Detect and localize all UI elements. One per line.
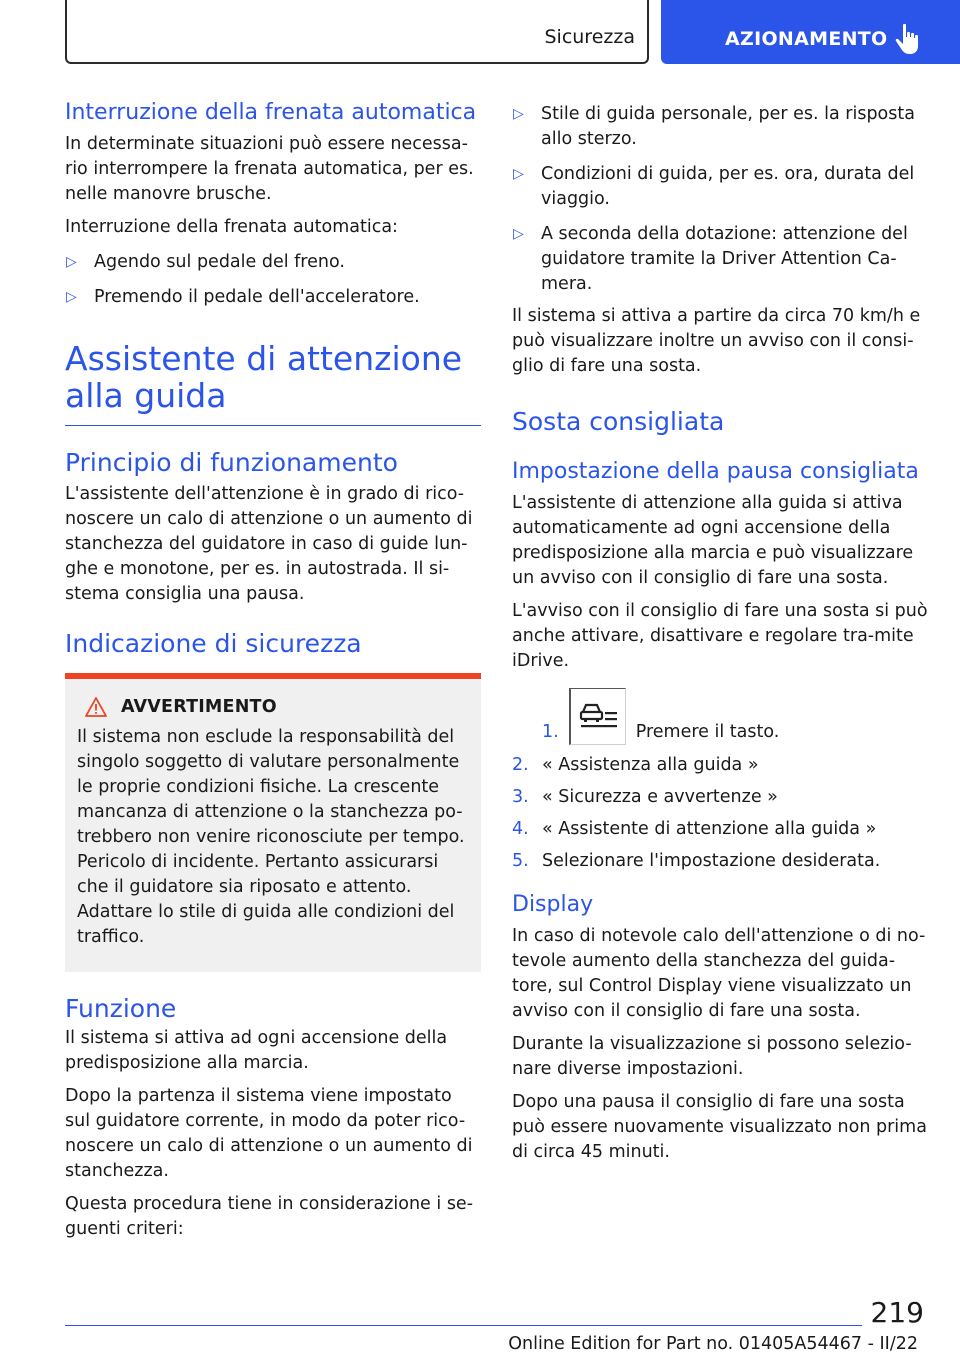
list-item: 4. « Assistente di attenzione alla guida »: [512, 819, 877, 839]
section-title: Sicurezza: [544, 26, 635, 48]
page-number: 219: [870, 1296, 924, 1329]
paragraph: In caso di notevole calo dell'attenzione o di no-tevole aumento della stanchezza del guida-tore, sul Control Display viene visualizzato un avviso con il consiglio di fare una sosta.: [512, 926, 926, 1021]
list-item: ▷ Agendo sul pedale del freno.: [65, 250, 481, 275]
warning-text: Il sistema non esclude la responsabilità del singolo soggetto di valutare personalmente le proprie condizioni fisiche. La crescente mancanza di attenzione o la stanchezza po-trebbero non venire riconosciute per tempo. Pericolo di incidente. Pertanto assicurarsi che il guidatore sia riposato e attento. Adattare lo stile di guida alle condizioni del traffico.: [77, 727, 465, 947]
heading-sosta: Sosta consigliata: [512, 407, 725, 436]
list-item: ▷ Stile di guida personale, per es. la risposta allo sterzo.: [513, 104, 915, 149]
triangle-bullet-icon: ▷: [513, 166, 524, 182]
paragraph: In determinate situazioni può essere necessa-rio interrompere la frenata automatica, per es. nelle manovre brusche.: [65, 134, 474, 204]
paragraph: L'avviso con il consiglio di fare una sosta si può anche attivare, disattivare e regolare tra-mite iDrive.: [512, 601, 928, 671]
heading-indicazione: Indicazione di sicurezza: [65, 629, 362, 658]
chapter-title: AZIONAMENTO: [725, 28, 888, 50]
triangle-bullet-icon: ▷: [513, 226, 524, 242]
warning-title: AVVERTIMENTO: [121, 697, 277, 717]
paragraph: Il sistema si attiva ad ogni accensione della predisposizione alla marcia.: [65, 1028, 448, 1073]
triangle-bullet-icon: ▷: [66, 289, 77, 305]
header-chapter-tab: [661, 0, 960, 64]
driver-assist-button-image: [569, 688, 626, 745]
heading-display: Display: [512, 892, 594, 917]
list-item: 2. « Assistenza alla guida »: [512, 755, 759, 775]
list-item: ▷ A seconda della dotazione: attenzione del guidatore tramite la Driver Attention Ca-mera.: [513, 224, 908, 294]
paragraph: Dopo una pausa il consiglio di fare una sosta può essere nuovamente visualizzato non prima di circa 45 minuti.: [512, 1092, 927, 1162]
footer-divider: [65, 1325, 862, 1326]
list-item: ▷ Condizioni di guida, per es. ora, durata del viaggio.: [513, 164, 915, 209]
footer-edition: Online Edition for Part no. 01405A54467 - II/22: [508, 1334, 918, 1354]
paragraph: Dopo la partenza il sistema viene impostato sul guidatore corrente, in modo da poter rico-noscere un calo di attenzione o un aumento di stanchezza.: [65, 1086, 473, 1181]
triangle-bullet-icon: ▷: [66, 254, 77, 270]
triangle-bullet-icon: ▷: [513, 106, 524, 122]
warning-box: [65, 673, 481, 972]
list-item: 1. Premere il tasto.: [512, 688, 928, 745]
heading-funzione: Funzione: [65, 994, 177, 1023]
hand-pointer-icon: [894, 22, 926, 56]
paragraph: Interruzione della frenata automatica:: [65, 217, 398, 237]
paragraph: Durante la visualizzazione si possono selezio-nare diverse impostazioni.: [512, 1034, 912, 1079]
warning-triangle-icon: [85, 697, 107, 717]
heading-interruzione: Interruzione della frenata automatica: [65, 100, 477, 125]
paragraph: Il sistema si attiva a partire da circa 70 km/h e può visualizzare inoltre un avviso con il consi-glio di fare una sosta.: [512, 306, 921, 376]
list-item: 5. Selezionare l'impostazione desiderata.: [512, 851, 881, 871]
paragraph: L'assistente dell'attenzione è in grado di rico-noscere un calo di attenzione o un aumento di stanchezza del guidatore in caso di guide lun-ghe e monotone, per es. in autostrada. Il si-stema consiglia una pausa.: [65, 484, 473, 604]
heading-principio: Principio di funzionamento: [65, 448, 398, 477]
paragraph: L'assistente di attenzione alla guida si attiva automaticamente ad ogni accensione della predisposizione alla marcia e può visualizzare un avviso con il consiglio di fare una sosta.: [512, 493, 914, 588]
driver-assist-icon: [579, 698, 619, 734]
list-item: 3. « Sicurezza e avvertenze »: [512, 787, 778, 807]
heading-impostazione: Impostazione della pausa consigliata: [512, 459, 919, 484]
paragraph: Questa procedura tiene in considerazione i se-guenti criteri:: [65, 1194, 474, 1239]
header-section-tab: [65, 0, 649, 64]
right-column: [512, 98, 928, 1173]
left-column: [65, 98, 481, 1250]
list-item: ▷ Premendo il pedale dell'acceleratore.: [65, 285, 481, 310]
heading-assistente: Assistente di attenzione alla guida: [65, 340, 481, 426]
